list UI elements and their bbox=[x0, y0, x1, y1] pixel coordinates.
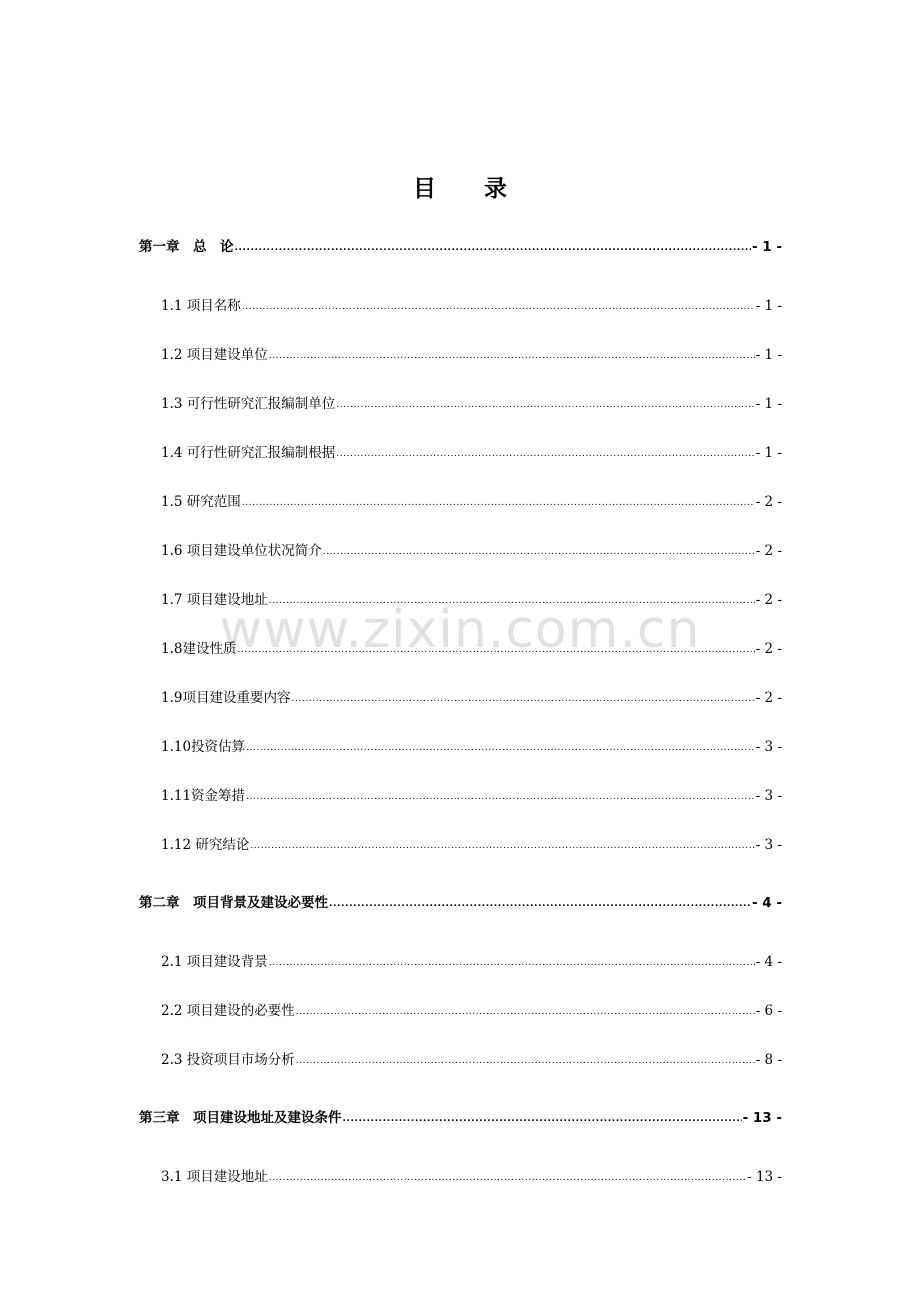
toc-label: 1.1 项目名称 bbox=[161, 298, 241, 314]
toc-page-number: - 4 - bbox=[755, 954, 782, 970]
toc-section-1-12[interactable] bbox=[161, 833, 782, 853]
dot-leader bbox=[250, 836, 754, 850]
toc-page-number: - 3 - bbox=[755, 837, 782, 853]
toc-label: 2.3 投资项目市场分析 bbox=[161, 1052, 295, 1068]
toc-page-number: - 2 - bbox=[755, 494, 782, 510]
toc-label: 1.7 项目建设地址 bbox=[161, 592, 268, 608]
toc-section-1-7[interactable] bbox=[161, 588, 782, 608]
toc-page-number: - 1 - bbox=[755, 347, 782, 363]
toc-label: 2.1 项目建设背景 bbox=[161, 954, 268, 970]
toc-label: 第二章 项目背景及建设必要性 bbox=[139, 895, 328, 911]
toc-page-number: - 3 - bbox=[755, 739, 782, 755]
dot-leader bbox=[237, 640, 754, 654]
dot-leader bbox=[235, 238, 752, 252]
toc-page-number: - 13 - bbox=[747, 1169, 782, 1185]
toc-page-number: - 1 - bbox=[755, 298, 782, 314]
toc-section-1-6[interactable] bbox=[161, 539, 782, 559]
toc-section-1-3[interactable] bbox=[161, 392, 782, 412]
dot-leader bbox=[246, 738, 755, 752]
dot-leader bbox=[269, 591, 755, 605]
toc-label: 1.4 可行性研究汇报编制根据 bbox=[161, 445, 336, 461]
toc-page-number: - 3 - bbox=[755, 788, 782, 804]
toc-section-1-11[interactable] bbox=[161, 784, 782, 804]
toc-label: 第三章 项目建设地址及建设条件 bbox=[139, 1110, 342, 1126]
toc-page-number: - 1 - bbox=[755, 396, 782, 412]
dot-leader bbox=[242, 297, 755, 311]
toc-page-number: - 2 - bbox=[755, 641, 782, 657]
toc-page-number: - 1 - bbox=[755, 445, 782, 461]
dot-leader bbox=[336, 395, 754, 409]
dot-leader bbox=[246, 787, 755, 801]
dot-leader bbox=[269, 953, 755, 967]
toc-section-1-10[interactable] bbox=[161, 735, 782, 755]
toc-section-1-1[interactable] bbox=[161, 294, 782, 314]
toc-chapter-3[interactable] bbox=[139, 1106, 782, 1126]
toc-label: 1.10投资估算 bbox=[161, 739, 246, 755]
toc-chapter-1[interactable] bbox=[139, 235, 782, 255]
toc-label: 1.2 项目建设单位 bbox=[161, 347, 268, 363]
dot-leader bbox=[343, 1109, 742, 1123]
toc-label: 第一章 总 论 bbox=[139, 239, 234, 255]
toc-label: 1.11资金筹措 bbox=[161, 788, 246, 804]
toc-label: 2.2 项目建设的必要性 bbox=[161, 1003, 295, 1019]
toc-page-number: - 4 - bbox=[752, 895, 782, 911]
toc-page-number: - 6 - bbox=[755, 1003, 782, 1019]
toc-label: 3.1 项目建设地址 bbox=[161, 1169, 268, 1185]
dot-leader bbox=[336, 444, 754, 458]
dot-leader bbox=[296, 1002, 755, 1016]
watermark: www.zixin.com.cn bbox=[219, 600, 701, 660]
toc-label: 1.6 项目建设单位状况简介 bbox=[161, 543, 322, 559]
dot-leader bbox=[296, 1051, 755, 1065]
dot-leader bbox=[291, 689, 754, 703]
toc-label: 1.9项目建设重要内容 bbox=[161, 690, 291, 706]
toc-section-1-8[interactable] bbox=[161, 637, 782, 657]
toc-label: 1.12 研究结论 bbox=[161, 837, 250, 853]
dot-leader bbox=[269, 1168, 746, 1182]
toc-section-2-3[interactable] bbox=[161, 1048, 782, 1068]
title-char-2: 录 bbox=[484, 176, 507, 202]
page-title bbox=[0, 170, 920, 203]
toc-page-number: - 2 - bbox=[755, 690, 782, 706]
toc-label: 1.5 研究范围 bbox=[161, 494, 241, 510]
toc-section-2-2[interactable] bbox=[161, 999, 782, 1019]
toc-section-1-9[interactable] bbox=[161, 686, 782, 706]
toc-page-number: - 8 - bbox=[755, 1052, 782, 1068]
toc-page-number: - 13 - bbox=[742, 1110, 782, 1126]
dot-leader bbox=[269, 346, 755, 360]
dot-leader bbox=[323, 542, 755, 556]
dot-leader bbox=[242, 493, 755, 507]
title-char-1: 目 bbox=[413, 176, 436, 202]
toc-chapter-2[interactable] bbox=[139, 891, 782, 911]
toc-section-3-1[interactable] bbox=[161, 1165, 782, 1185]
toc-label: 1.3 可行性研究汇报编制单位 bbox=[161, 396, 336, 412]
toc-section-1-5[interactable] bbox=[161, 490, 782, 510]
toc-page-number: - 2 - bbox=[755, 592, 782, 608]
toc-section-1-4[interactable] bbox=[161, 441, 782, 461]
dot-leader bbox=[329, 894, 751, 908]
toc-label: 1.8建设性质 bbox=[161, 641, 237, 657]
toc-section-2-1[interactable] bbox=[161, 950, 782, 970]
toc-page-number: - 2 - bbox=[755, 543, 782, 559]
toc-page-number: - 1 - bbox=[752, 239, 782, 255]
toc-section-1-2[interactable] bbox=[161, 343, 782, 363]
